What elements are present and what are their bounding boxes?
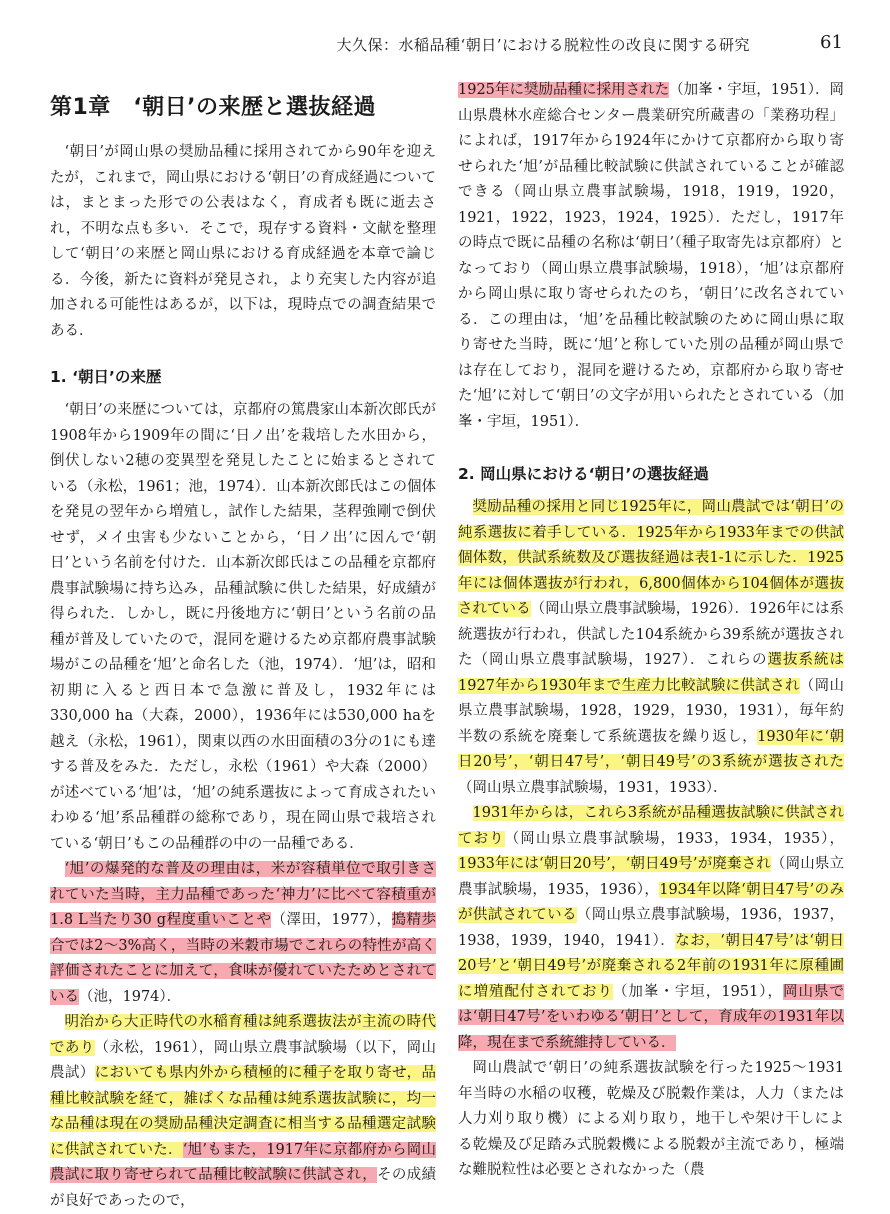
text-span: （岡山県立農事試験場，1935，1936）， xyxy=(458,856,844,898)
highlight-yellow: 1933年には‘朝日20号’，‘朝日49号’が廃棄され xyxy=(458,856,771,872)
highlight-yellow: なお，‘朝日47号’は‘朝日20号’と‘朝日49号’が廃棄される2年前の1931年に原種圃に増殖配付されており xyxy=(458,932,844,1000)
text-span: （岡山県立農事試験場，1933，1934，1935）， xyxy=(504,830,845,847)
highlight-red: ‘旭’の爆発的な普及の理由は，米が容積単位で取引きされていた当時，主力品種であった‘神力’に比べて容積重が1.8 L当たり30 g程度重いことや xyxy=(50,861,436,928)
section-title-selection: 2. 岡山県における‘朝日’の選抜経過 xyxy=(458,465,709,483)
highlight-yellow: 明治から大正時代の水稲育種は純系選抜法が主流の時代であり xyxy=(50,1014,436,1056)
paragraph-selection-1925 xyxy=(458,495,844,801)
paragraph-intro: ‘朝日’が岡山県の奨励品種に採用されてから90年を迎えたが，これまで，岡山県における‘朝日’の育成経過については，まとまった形での公表はなく，育成者も既に逝去され，不明な点も多い．そこで，現存する資料・文献を整理して‘朝日’の来歴と岡山県における育成経過を本章で論じる．今後，新たに資料が発見され，より充実した内容が追加される可能性はあるが，以下は，現時点での調査結果である． xyxy=(50,144,436,339)
paragraph-selection-1931 xyxy=(458,801,844,1056)
page-number: 61 xyxy=(820,32,843,53)
right-column xyxy=(458,78,844,1184)
paragraph-harvest-practice: 岡山農試で‘朝日’の純系選抜試験を行った1925～1931年当時の水稲の収穫，乾燥及び脱穀作業は，人力（または人力刈り取り機）による刈り取り，地干しや架け干しによる乾燥及び足踏み式脱穀機による脱穀が主流であり，極端な難脱粒性は必要とされなかった（農 xyxy=(458,1060,844,1178)
highlight-yellow: 1934年以降‘朝日47号’のみが供試されている xyxy=(458,881,844,923)
highlight-red: 岡山県では‘朝日47号’をいわゆる‘朝日’として，育成年の1931年以降，現在まで系統維持している． xyxy=(458,983,845,1051)
highlight-yellow: 1931年からは，これら3系統が品種選抜試験に供試されており xyxy=(458,805,844,847)
paragraph-spread-reason xyxy=(50,857,436,1010)
paragraph-adoption xyxy=(458,78,844,435)
text-span: （岡山県立農事試験場，1936，1937，1938，1939，1940，1941）． xyxy=(458,907,844,949)
left-column xyxy=(50,78,436,1214)
text-span: （澤田，1977）， xyxy=(271,912,392,928)
text-span: （岡山県立農事試験場，1931，1933）． xyxy=(458,779,728,796)
highlight-yellow: においても県内外から積極的に種子を取り寄せ，品種比較試験を経て，雑ぱくな品種は純系選抜試験に，均一な品種は現在の奨励品種決定調査に相当する品種選定試験に供試されていた． xyxy=(50,1065,436,1158)
highlight-red: 搗精歩合では2～3%高く，当時の米穀市場でこれらの特性が高く評価されたことに加えて，食味が優れていたためとされている xyxy=(50,912,437,1005)
highlight-yellow: 選抜系統は1927年から1930年まで生産力比較試験に供試され xyxy=(458,652,845,694)
text-span: （加峯・宇垣，1951）， xyxy=(612,983,784,1000)
text-span: （岡山県立農事試験場，1928，1929，1930，1931），毎年約半数の系統を廃棄して系統選抜を繰り返し， xyxy=(458,677,844,745)
highlight-yellow: 奨励品種の採用と同じ1925年に，岡山農試では‘朝日’の純系選抜に着手している．1925年から1933年までの供試個体数，供試系統数及び選抜経過は表1-1に示した．1925年には個体選抜が行われ，6,800個体から104個体が選抜されている xyxy=(458,499,844,617)
text-span: （加峯・宇垣，1951）．岡山県農林水産総合センター農業研究所蔵書の「業務功程」によれば，1917年から1924年にかけて京都府から取り寄せられた‘旭’が品種比較試験に供試されていることが確認できる（岡山県立農事試験場，1918，1919，1920，1921，1922，1923，1924，1925）．ただし，1917年の時点で既に品種の名称は‘朝日’（種子取寄先は京都府）となっており（岡山県立農事試験場，1918），‘旭’は京都府から岡山県に取り寄せられたのち，‘朝日’に改名されている．この理由は，‘旭’を品種比較試験のために岡山県に取り寄せた当時，既に‘旭’と称していた別の品種が岡山県では存在しており，混同を避けるため，京都府から取り寄せた‘旭’に対して‘朝日’の文字が用いられたとされている（加峯・宇垣，1951）． xyxy=(458,82,844,430)
text-span: その成績が良好であったので， xyxy=(50,1167,437,1209)
chapter-title: 第1章 ‘朝日’の来歴と選抜経過 xyxy=(50,95,377,120)
running-title: 大久保：水稲品種‘朝日’における脱粒性の改良に関する研究 xyxy=(336,36,750,54)
text-span: （岡山県立農事試験場，1926）．1926年には系統選抜が行われ，供試した104系統から39系統が選抜された（岡山県立農事試験場，1927）．これらの xyxy=(458,601,845,668)
text-span: （永松，1961），岡山県立農事試験場（以下，岡山農試） xyxy=(50,1039,436,1081)
paragraph-breeding-era xyxy=(50,1010,436,1214)
highlight-red: 1925年に奨励品種に採用された xyxy=(458,82,670,98)
highlight-red: ‘旭’もまた，1917年に京都府から岡山農試に取り寄せられて品種比較試験に供試され， xyxy=(50,1141,436,1183)
highlight-yellow: 1930年に‘朝日20号’，‘朝日47号’，‘朝日49号’の3系統が選抜された xyxy=(458,728,844,770)
text-span: （池，1974）． xyxy=(79,988,182,1005)
section-title-origin: 1. ‘朝日’の来歴 xyxy=(50,368,162,386)
paragraph-origin: ‘朝日’の来歴については，京都府の篤農家山本新次郎氏が1908年から1909年の間に‘日ノ出’を栽培した水田から，倒伏しない2穂の変異型を発見したことに始まるとされている（永松，1961；池，1974）．山本新次郎氏はこの個体を発見の翌年から増殖し，試作した結果，茎稈強剛で倒伏せず，メイ虫害も少ないことから，‘日ノ出’に因んで‘朝日’という名前を付けた．山本新次郎氏はこの品種を京都府農事試験場に持ち込み，品種試験に供した結果，好成績が得られた．しかし，既に丹後地方に‘朝日’という名前の品種が普及していたので，混同を避けるため京都府農事試験場がこの品種を‘旭’と命名した（池，1974）．‘旭’は，昭和初期に入ると西日本で急激に普及し，1932年には330,000 ha（大森，2000），1936年には530,000 haを越え（永松，1961），関東以西の水田面積の3分の1にも達する普及をみた．ただし，永松（1961）や大森（2000）が述べている‘旭’は，‘旭’の純系選抜によって育成されたいわゆる‘旭’系品種群の総称であり，現在岡山県で栽培されている‘朝日’もこの品種群の中の一品種である． xyxy=(50,402,436,852)
